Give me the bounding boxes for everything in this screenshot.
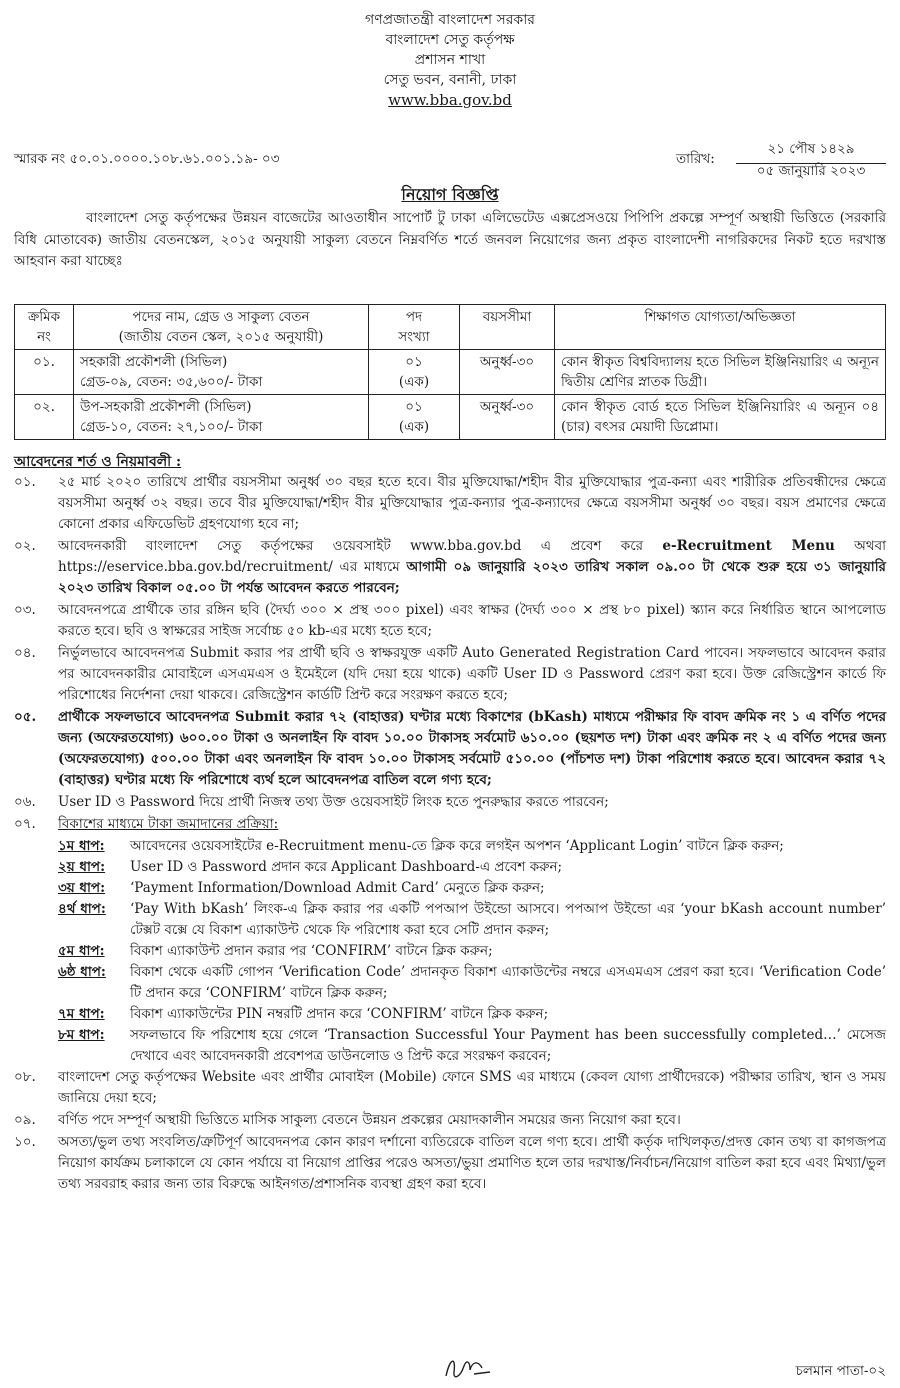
- term-text: [58, 536, 886, 599]
- term-item: [14, 1067, 886, 1109]
- step-text: বিকাশ থেকে একটি গোপন ‘Verification Code’ প্রদানকৃত বিকাশ এ্যাকাউন্টের নম্বরে এসএমএস প্রেরণ করা হবে। ‘Verification Code’ টি প্রদান করে ‘CONFIRM’ বাটনে ক্লিক করুন;: [130, 964, 886, 1001]
- header-post-count: [369, 305, 460, 350]
- term-item: [14, 536, 886, 599]
- terms-list: [14, 472, 886, 1196]
- notice-title: নিয়োগ বিজ্ঞপ্তি: [401, 185, 499, 204]
- row-post-count: [369, 350, 460, 395]
- row-serial: ০১.: [15, 350, 74, 395]
- post-grade: গ্রেড-১০, বেতন: ২৭,১০০/- টাকা: [80, 419, 263, 435]
- step-label: ২য় ধাপ:: [58, 859, 106, 875]
- payment-step: [58, 878, 886, 899]
- term-number: ০১.: [14, 474, 36, 490]
- step-label: ৮ম ধাপ:: [58, 1027, 105, 1043]
- table-header-row: [15, 305, 886, 350]
- row-post-name: [74, 350, 369, 395]
- step-label: ৭ম ধাপ:: [58, 1006, 105, 1022]
- term-number: ০৩.: [14, 602, 36, 618]
- term-item: [14, 792, 886, 813]
- header-serial: [15, 305, 74, 350]
- post-title: সহকারী প্রকৌশলী (সিভিল): [80, 354, 228, 370]
- memo-number: স্মারক নং ৫০.০১.০০০০.১০৮.৬১.০০১.১৯- ০৩: [14, 151, 280, 167]
- term-item: [14, 707, 886, 791]
- post-title: উপ-সহকারী প্রকৌশলী (সিভিল): [80, 399, 252, 415]
- term-text: বাংলাদেশ সেতু কর্তৃপক্ষের Website এবং প্রার্থীর মোবাইল (Mobile) ফোনে SMS এর মাধ্যমে (কেবল যোগ্য প্রার্থীদেরকে) পরীক্ষার তারিখ, স্থান ও সময় জানিয়ে দেয়া হবে;: [58, 1069, 886, 1106]
- payment-step: [58, 899, 886, 941]
- row-post-name: [74, 395, 369, 440]
- step-label: ৬ষ্ঠ ধাপ:: [58, 964, 106, 980]
- term-text: আবেদনপত্রে প্রার্থীকে তার রঙ্গিন ছবি (দৈর্ঘ্য ৩০০ × প্রস্থ ৩০০ pixel) এবং স্বাক্ষর (দৈর্ঘ্য ৩০০ × প্রস্থ ৮০ pixel) স্ক্যান করে নির্ধারিত স্থানে আপলোড করতে হবে। ছবি ও স্বাক্ষরের সাইজ সর্বোচ্চ ৫০ kb-এর মধ্যে হতে হবে;: [58, 602, 886, 639]
- step-label: ৫ম ধাপ:: [58, 943, 105, 959]
- term-number: ০৭.: [14, 816, 36, 832]
- step-text: আবেদনের ওয়েবসাইটের e-Recruitment menu-তে ক্লিক করে লগইন অপশন ‘Applicant Login’ বাটনে ক্লিক করুন;: [130, 838, 784, 854]
- step-label: ৪র্থ ধাপ:: [58, 901, 106, 917]
- term-number: ০৮.: [14, 1069, 36, 1085]
- term-item: [14, 643, 886, 706]
- row-serial: ০২.: [15, 395, 74, 440]
- term-text: অসত্য/ভুল তথ্য সংবলিত/ত্রুটিপূর্ণ আবেদনপত্র কোন কারণ দর্শানো ব্যতিরেকে বাতিল বলে গণ্য হবে। প্রার্থী কর্তৃক দাখিলকৃত/প্রদত্ত কোন তথ্য বা কাগজপত্র নিয়োগ কার্যক্রম চলাকালে যে কোন পর্যায়ে বা নিয়োগ প্রাপ্তির পরেও অসত্য/ভুয়া প্রমাণিত হলে তার দরখাস্ত/নির্বাচন/নিয়োগ বাতিল করা হবে এবং মিথ্যা/ভুল তথ্য সরবরাহ করার জন্য তার বিরুদ্ধে আইনগত/প্রশাসনিক ব্যবস্থা গ্রহণ করা হবে।: [58, 1134, 886, 1192]
- payment-step: [58, 857, 886, 878]
- header-post-name: [74, 305, 369, 350]
- payment-step: [58, 962, 886, 1004]
- term-item: [14, 1110, 886, 1131]
- term-text: User ID ও Password দিয়ে প্রার্থী নিজস্ব তথ্য উক্ত ওয়েবসাইট লিংক হতে পুনরুদ্ধার করতে পারবেন;: [58, 794, 609, 810]
- payment-step: [58, 1025, 886, 1067]
- table-row: [15, 350, 886, 395]
- step-text: User ID ও Password প্রদান করে Applicant Dashboard-এ প্রবেশ করুন;: [130, 859, 563, 875]
- govt-name: গণপ্রজাতন্ত্রী বাংলাদেশ সরকার: [365, 12, 535, 28]
- step-label: ৩য় ধাপ:: [58, 880, 106, 896]
- payment-steps: [58, 836, 886, 1067]
- row-age-limit: অনুর্ধ্ব-৩০: [460, 350, 555, 395]
- section-name: প্রশাসন শাখা: [414, 52, 486, 68]
- payment-step: [58, 941, 886, 962]
- term-item: [14, 600, 886, 642]
- term-number: ০৪.: [14, 645, 36, 661]
- post-count-words: (এক): [398, 374, 430, 390]
- header-count-line1: পদ: [405, 309, 423, 325]
- header-serial-line1: ক্রমিক: [27, 309, 61, 325]
- posts-table: [14, 304, 886, 440]
- term-number: ০৯.: [14, 1112, 36, 1128]
- continued-page-note: চলমান পাতা-০২: [795, 1363, 886, 1379]
- signature-icon: [440, 1352, 496, 1382]
- date-bangla: ২১ পৌষ ১৪২৯: [736, 138, 886, 164]
- payment-step: [58, 1004, 886, 1025]
- header-age-limit: বয়সসীমা: [460, 305, 555, 350]
- application-period: আগামী ০৯ জানুয়ারি ২০২৩ তারিখ সকাল ০৯.০০ টা থেকে শুরু হয়ে ৩১ জানুয়ারি ২০২৩ তারিখ বিকাল ০৫.০০ টা পর্যন্ত আবেদন করতে পারবেন;: [58, 559, 886, 596]
- header-qualification: শিক্ষাগত যোগ্যতা/অভিজ্ঞতা: [555, 305, 886, 350]
- term-number: ০৬.: [14, 794, 36, 810]
- post-count: ০১: [405, 399, 423, 415]
- term-item: [14, 1132, 886, 1195]
- authority-name: বাংলাদেশ সেতু কর্তৃপক্ষ: [385, 32, 515, 48]
- date-label: তারিখ:: [676, 151, 715, 167]
- payment-process-heading: বিকাশের মাধ্যমে টাকা জমাদানের প্রক্রিয়া:: [58, 816, 279, 832]
- term-text: নির্ভুলভাবে আবেদনপত্র Submit করার পর প্রার্থী ছবি ও স্বাক্ষরযুক্ত একটি Auto Generated Registration Card পাবেন। সফলভাবে আবেদন করার পর আবেদনকারীর মোবাইলে এসএমএস ও ইমেইলে (যদি দেয়া হয়ে থাকে) একটি User ID ও Password প্রেরণ করা হবে। উক্ত রেজিস্ট্রেশন কার্ডে ফি পরিশোধের নির্দেশনা দেয়া থাকবে। রেজিস্ট্রেশন কার্ডটি প্রিন্ট করে সংরক্ষণ করতে হবে;: [58, 645, 886, 703]
- header-count-line2: সংখ্যা: [398, 329, 430, 345]
- date-english: ০৫ জানুয়ারি ২০২৩: [756, 163, 866, 179]
- term-number: ০২.: [14, 538, 36, 554]
- header-serial-line2: নং: [37, 329, 51, 345]
- table-row: [15, 395, 886, 440]
- header-post-line2: (জাতীয় বেতন স্কেল, ২০১৫ অনুযায়ী): [118, 329, 324, 345]
- website-link[interactable]: www.bba.gov.bd: [388, 91, 512, 109]
- term-number: ১০.: [14, 1134, 36, 1150]
- post-count: ০১: [405, 354, 423, 370]
- term-text-part: আবেদনকারী বাংলাদেশ সেতু কর্তৃপক্ষের ওয়েবসাইট www.bba.gov.bd এ প্রবেশ করে: [58, 538, 663, 554]
- term-text: বর্ণিত পদে সম্পূর্ণ অস্থায়ী ভিত্তিতে মাসিক সাকুল্য বেতনে উন্নয়ন প্রকল্পের মেয়াদকালীন সময়ের জন্য নিয়োগ করা হবে।: [58, 1112, 681, 1128]
- office-address: সেতু ভবন, বনানী, ঢাকা: [383, 72, 517, 88]
- payment-step: [58, 836, 886, 857]
- post-grade: গ্রেড-০৯, বেতন: ৩৫,৬০০/- টাকা: [80, 374, 263, 390]
- post-count-words: (এক): [398, 419, 430, 435]
- term-item: [14, 472, 886, 535]
- term-text: প্রার্থীকে সফলভাবে আবেদনপত্র Submit করার ৭২ (বাহাত্তর) ঘণ্টার মধ্যে বিকাশের (bKash) মাধ্যমে পরীক্ষার ফি বাবদ ক্রমিক নং ১ এ বর্ণিত পদের জন্য (অফেরতযোগ্য) ৬০০.০০ টাকা ও অনলাইন ফি বাবদ ১০.০০ টাকাসহ সর্বমোট ৬১০.০০ (ছয়শত দশ) টাকা এবং ক্রমিক নং ২ এ বর্ণিত পদের জন্য (অফেরতযোগ্য) ৫০০.০০ টাকা এবং অনলাইন ফি বাবদ ১০.০০ টাকাসহ সর্বমোট ৫১০.০০ (পাঁচশত দশ) টাকা পরিশোধ করতে হবে। আবেদন করার ৭২ (বাহাত্তর) ঘণ্টার মধ্যে ফি পরিশোধে ব্যর্থ হলে আবেদনপত্র বাতিল বলে গণ্য হবে;: [58, 709, 886, 788]
- row-qualification: কোন স্বীকৃত বোর্ড হতে সিভিল ইঞ্জিনিয়ারিং এ অন্যূন ০৪ (চার) বৎসর মেয়াদী ডিপ্লোমা।: [555, 395, 886, 440]
- letterhead: [0, 10, 900, 110]
- step-text: ‘Payment Information/Download Admit Card’ মেনুতে ক্লিক করুন;: [130, 880, 545, 896]
- step-text: ‘Pay With bKash’ লিংক-এ ক্লিক করার পর একটি পপআপ উইন্ডো আসবে। পপআপ উইন্ডো এর ‘your bKash account number’ টেক্সট বক্সে যে বিকাশ এ্যাকাউন্ট থেকে ফি পরিশোধ করা হবে সেটি প্রদান করুন;: [130, 901, 886, 938]
- term-number: ০৫.: [14, 709, 37, 725]
- e-recruitment-menu-link[interactable]: e-Recruitment Menu: [662, 538, 835, 554]
- term-text-part: অথবা https://eservice.bba.gov.bd/recruitment/ এর মাধ্যমে: [58, 538, 886, 575]
- header-post-line1: পদের নাম, গ্রেড ও সাকুল্য বেতন: [132, 309, 310, 325]
- step-text: বিকাশ এ্যাকাউন্ট প্রদান করার পর ‘CONFIRM’ বাটনে ক্লিক করুন;: [130, 943, 493, 959]
- step-label: ১ম ধাপ:: [58, 838, 105, 854]
- step-text: সফলভাবে ফি পরিশোধ হয়ে গেলে ‘Transaction Successful Your Payment has been successfully completed…’ মেসেজ দেখাবে এবং আবেদনকারী প্রবেশপত্র ডাউনলোড ও প্রিন্ট করে সংরক্ষণ করবেন;: [130, 1027, 886, 1064]
- row-age-limit: অনুর্ধ্ব-৩০: [460, 395, 555, 440]
- intro-paragraph: বাংলাদেশ সেতু কর্তৃপক্ষের উন্নয়ন বাজেটের আওতাধীন সাপোর্ট টু ঢাকা এলিভেটেড এক্সপ্রেসওয়ে পিপিপি প্রকল্পে সম্পূর্ণ অস্থায়ী ভিত্তিতে (সরকারি বিধি মোতাবেক) জাতীয় বেতনস্কেল, ২০১৫ অনুযায়ী সাকুল্য বেতনে নিম্নবর্ণিত শর্তে জনবল নিয়োগের জন্য প্রকৃত বাংলাদেশী নাগরিকদের নিকট হতে দরখাস্ত আহবান করা যাচ্ছেঃ: [14, 210, 886, 269]
- step-text: বিকাশ এ্যাকাউন্টের PIN নম্বরটি প্রদান করে ‘CONFIRM’ বাটনে ক্লিক করুন;: [130, 1006, 549, 1022]
- row-post-count: [369, 395, 460, 440]
- terms-heading: আবেদনের শর্ত ও নিয়মাবলী :: [14, 454, 182, 470]
- row-qualification: কোন স্বীকৃত বিশ্ববিদ্যালয় হতে সিভিল ইঞ্জিনিয়ারিং এ অন্যূন দ্বিতীয় শ্রেণির স্নাতক ডিগ্রী।: [555, 350, 886, 395]
- term-text: ২৫ মার্চ ২০২০ তারিখে প্রার্থীর বয়সসীমা অনুর্ধ্ব ৩০ বছর হতে হবে। বীর মুক্তিযোদ্ধা/শহীদ বীর মুক্তিযোদ্ধার পুত্র-কন্যা এবং শারীরিক প্রতিবন্ধীদের ক্ষেত্রে বয়সসীমা অনুর্ধ্ব ৩২ বছর। তবে বীর মুক্তিযোদ্ধা/শহীদ বীর মুক্তিযোদ্ধার পুত্র-কন্যার পুত্র-কন্যাদের ক্ষেত্রে বয়সসীমা অনুর্ধ্ব ৩০ বছর। বয়স প্রমাণের ক্ষেত্রে কোনো প্রকার এফিডেভিট গ্রহণযোগ্য হবে না;: [58, 474, 886, 532]
- term-item: [14, 814, 886, 835]
